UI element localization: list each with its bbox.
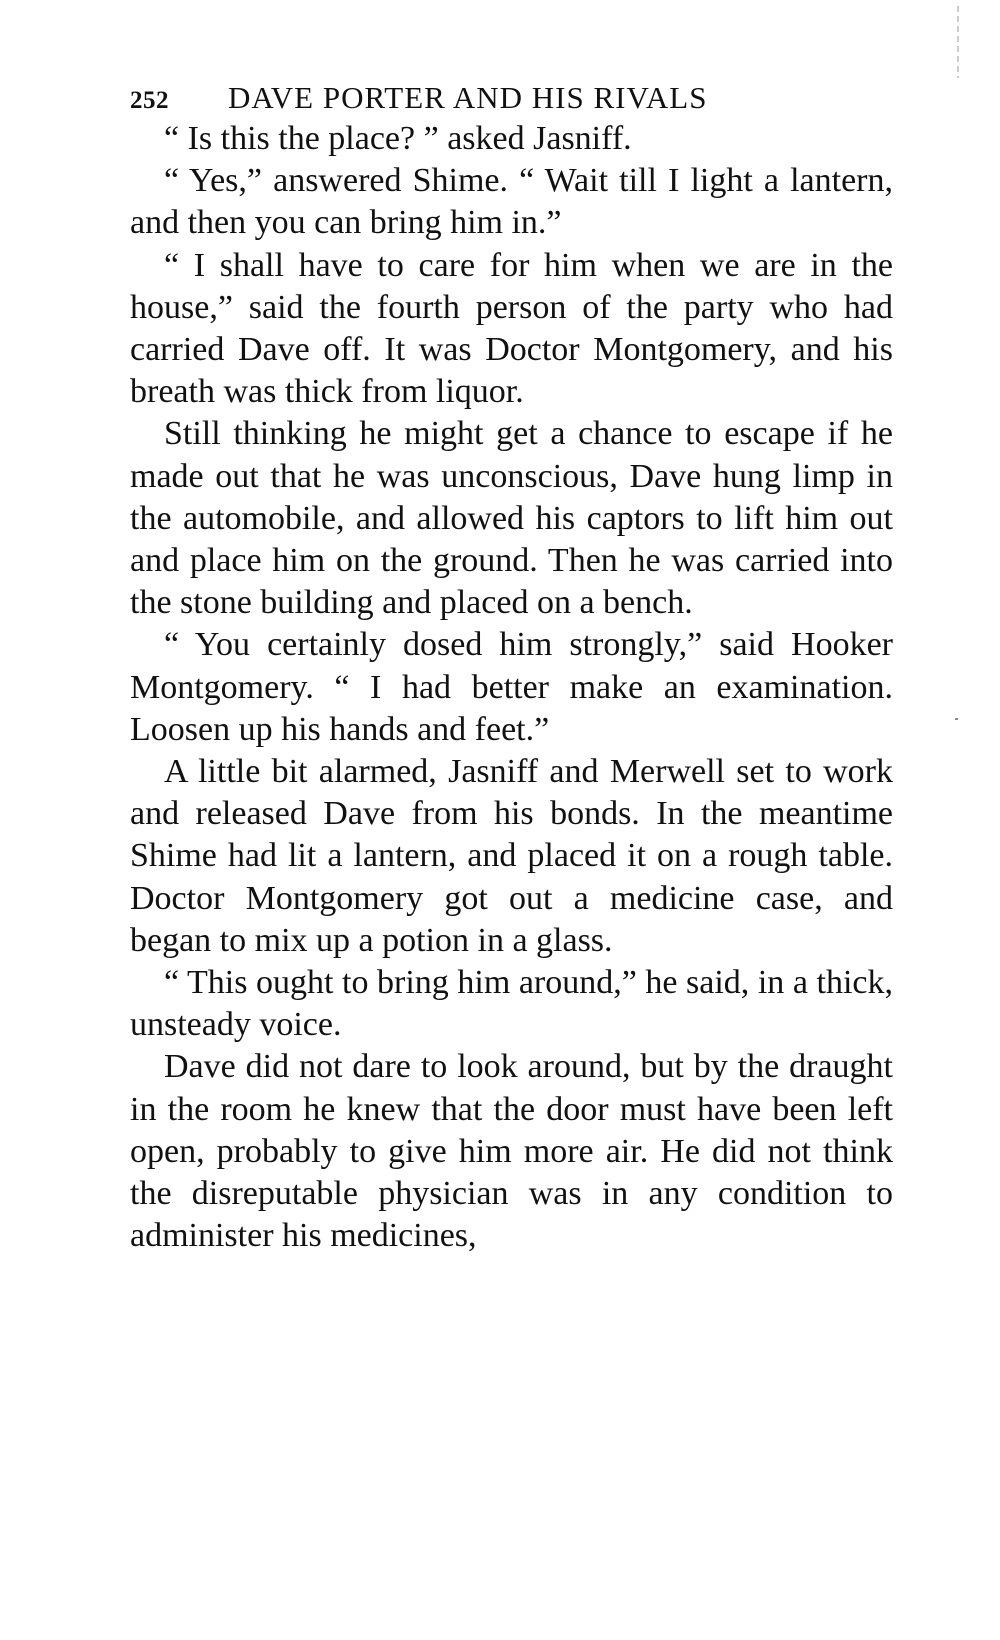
- book-title: DAVE PORTER AND HIS RIVALS: [228, 80, 708, 115]
- body-text: [130, 118, 893, 1257]
- paragraph: “ You certainly dosed him strongly,” said Hooker Montgomery. “ I had better make an examination. Loosen up his hands and feet.”: [130, 626, 893, 748]
- page-number: 252: [130, 87, 169, 114]
- book-page: [130, 78, 893, 1257]
- paragraph: “ Is this the place? ” asked Jasniff.: [164, 120, 632, 157]
- paragraph: “ This ought to bring him around,” he said, in a thick, unsteady voice.: [130, 964, 893, 1044]
- scan-speck: [955, 718, 958, 720]
- running-head: [130, 78, 893, 118]
- paragraph: “ Yes,” answered Shime. “ Wait till I light a lantern, and then you can bring him in.”: [130, 162, 893, 242]
- scan-edge-mark: [957, 6, 959, 78]
- paragraph: Still thinking he might get a chance to escape if he made out that he was unconscious, Dave hung limp in the automobile, and allowed his captors to lift him out and place him on the ground. Then he was carried into the stone building and placed on a bench.: [130, 415, 893, 622]
- paragraph: “ I shall have to care for him when we are in the house,” said the fourth person of the party who had carried Dave off. It was Doctor Montgomery, and his breath was thick from liquor.: [130, 246, 893, 411]
- paragraph: Dave did not dare to look around, but by the draught in the room he knew that the door must have been left open, probably to give him more air. He did not think the disreputable physician was in any condition to administer his medicines,: [130, 1048, 893, 1255]
- paragraph: A little bit alarmed, Jasniff and Merwell set to work and released Dave from his bonds. In the meantime Shime had lit a lantern, and placed it on a rough table. Doctor Montgomery got out a medicine case, and began to mix up a potion in a glass.: [130, 753, 893, 959]
